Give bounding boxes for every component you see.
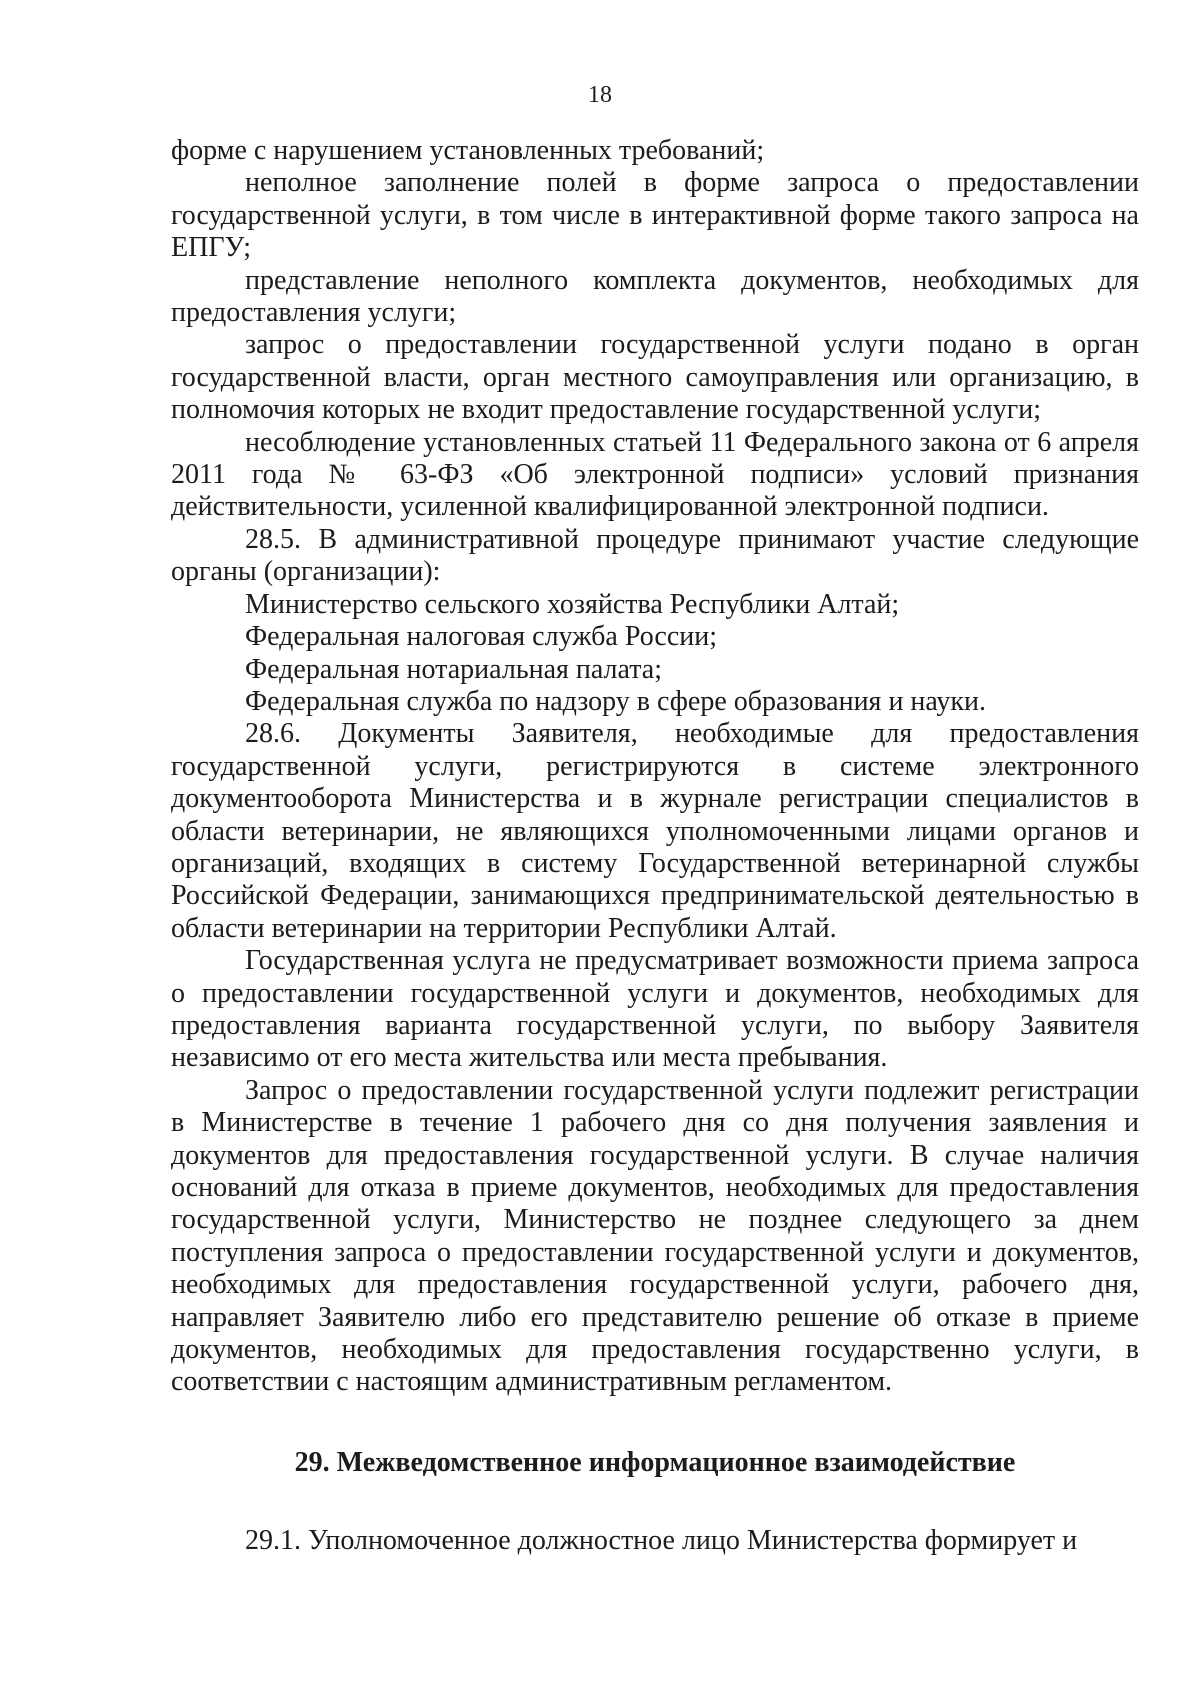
- paragraph: форме с нарушением установленных требований;: [171, 135, 765, 166]
- section-heading: 29. Межведомственное информационное взаимодействие: [294, 1446, 1016, 1478]
- page-number: 18: [588, 82, 612, 108]
- paragraph: Государственная услуга не предусматривает возможности приема запроса о предоставлении государственной услуги и документов, необходимых для предоставления варианта государственной услуги, по выбору Заявителя независимо от его места жительства или места пребывания.: [171, 945, 1139, 1074]
- paragraph: неполное заполнение полей в форме запроса о предоставлении государственной услуги, в том числе в интерактивной форме такого запроса на ЕПГУ;: [171, 167, 1139, 264]
- document-body: [171, 135, 1139, 1558]
- paragraph: запрос о предоставлении государственной услуги подано в орган государственной власти, орган местного самоуправления или организацию, в полномочия которых не входит предоставление государственной услуги;: [171, 329, 1139, 426]
- paragraph: представление неполного комплекта документов, необходимых для предоставления услуги;: [171, 264, 1139, 329]
- paragraph: 29.1. Уполномоченное должностное лицо Министерства формирует и: [245, 1525, 1078, 1557]
- paragraph: Федеральная налоговая служба России;: [245, 621, 717, 653]
- paragraph: 28.6. Документы Заявителя, необходимые для предоставления государственной услуги, регистрируются в системе электронного документооборота Министерства и в журнале регистрации специалистов в области ветеринарии, не являющихся уполномоченными лицами органов и организаций, входящих в систему Государственной ветеринарной службы Российской Федерации, занимающихся предпринимательской деятельностью в области ветеринарии на территории Республики Алтай.: [171, 718, 1139, 944]
- paragraph: Федеральная служба по надзору в сфере образования и науки.: [245, 685, 987, 717]
- paragraph: Федеральная нотариальная палата;: [245, 653, 662, 685]
- paragraph: Запрос о предоставлении государственной услуги подлежит регистрации в Министерстве в течение 1 рабочего дня со дня получения заявления и документов для предоставления государственной услуги. В случае наличия оснований для отказа в приеме документов, необходимых для предоставления государственной услуги, Министерство не позднее следующего за днем поступления запроса о предоставлении государственной услуги и документов, необходимых для предоставления государственной услуги, рабочего дня, направляет Заявителю либо его представителю решение об отказе в приеме документов, необходимых для предоставления государственно услуги, в соответствии с настоящим административным регламентом.: [171, 1074, 1139, 1398]
- paragraph: Министерство сельского хозяйства Республики Алтай;: [245, 588, 900, 620]
- paragraph: несоблюдение установленных статьей 11 Федерального закона от 6 апреля 2011 года № 63-ФЗ «Об электронной подписи» условий признания действительности, усиленной квалифицированной электронной подписи.: [171, 426, 1139, 523]
- paragraphs-after-heading: [171, 1525, 1139, 1557]
- paragraphs-before-heading: [171, 135, 1139, 1399]
- paragraph: 28.5. В административной процедуре принимают участие следующие органы (организации):: [171, 523, 1139, 588]
